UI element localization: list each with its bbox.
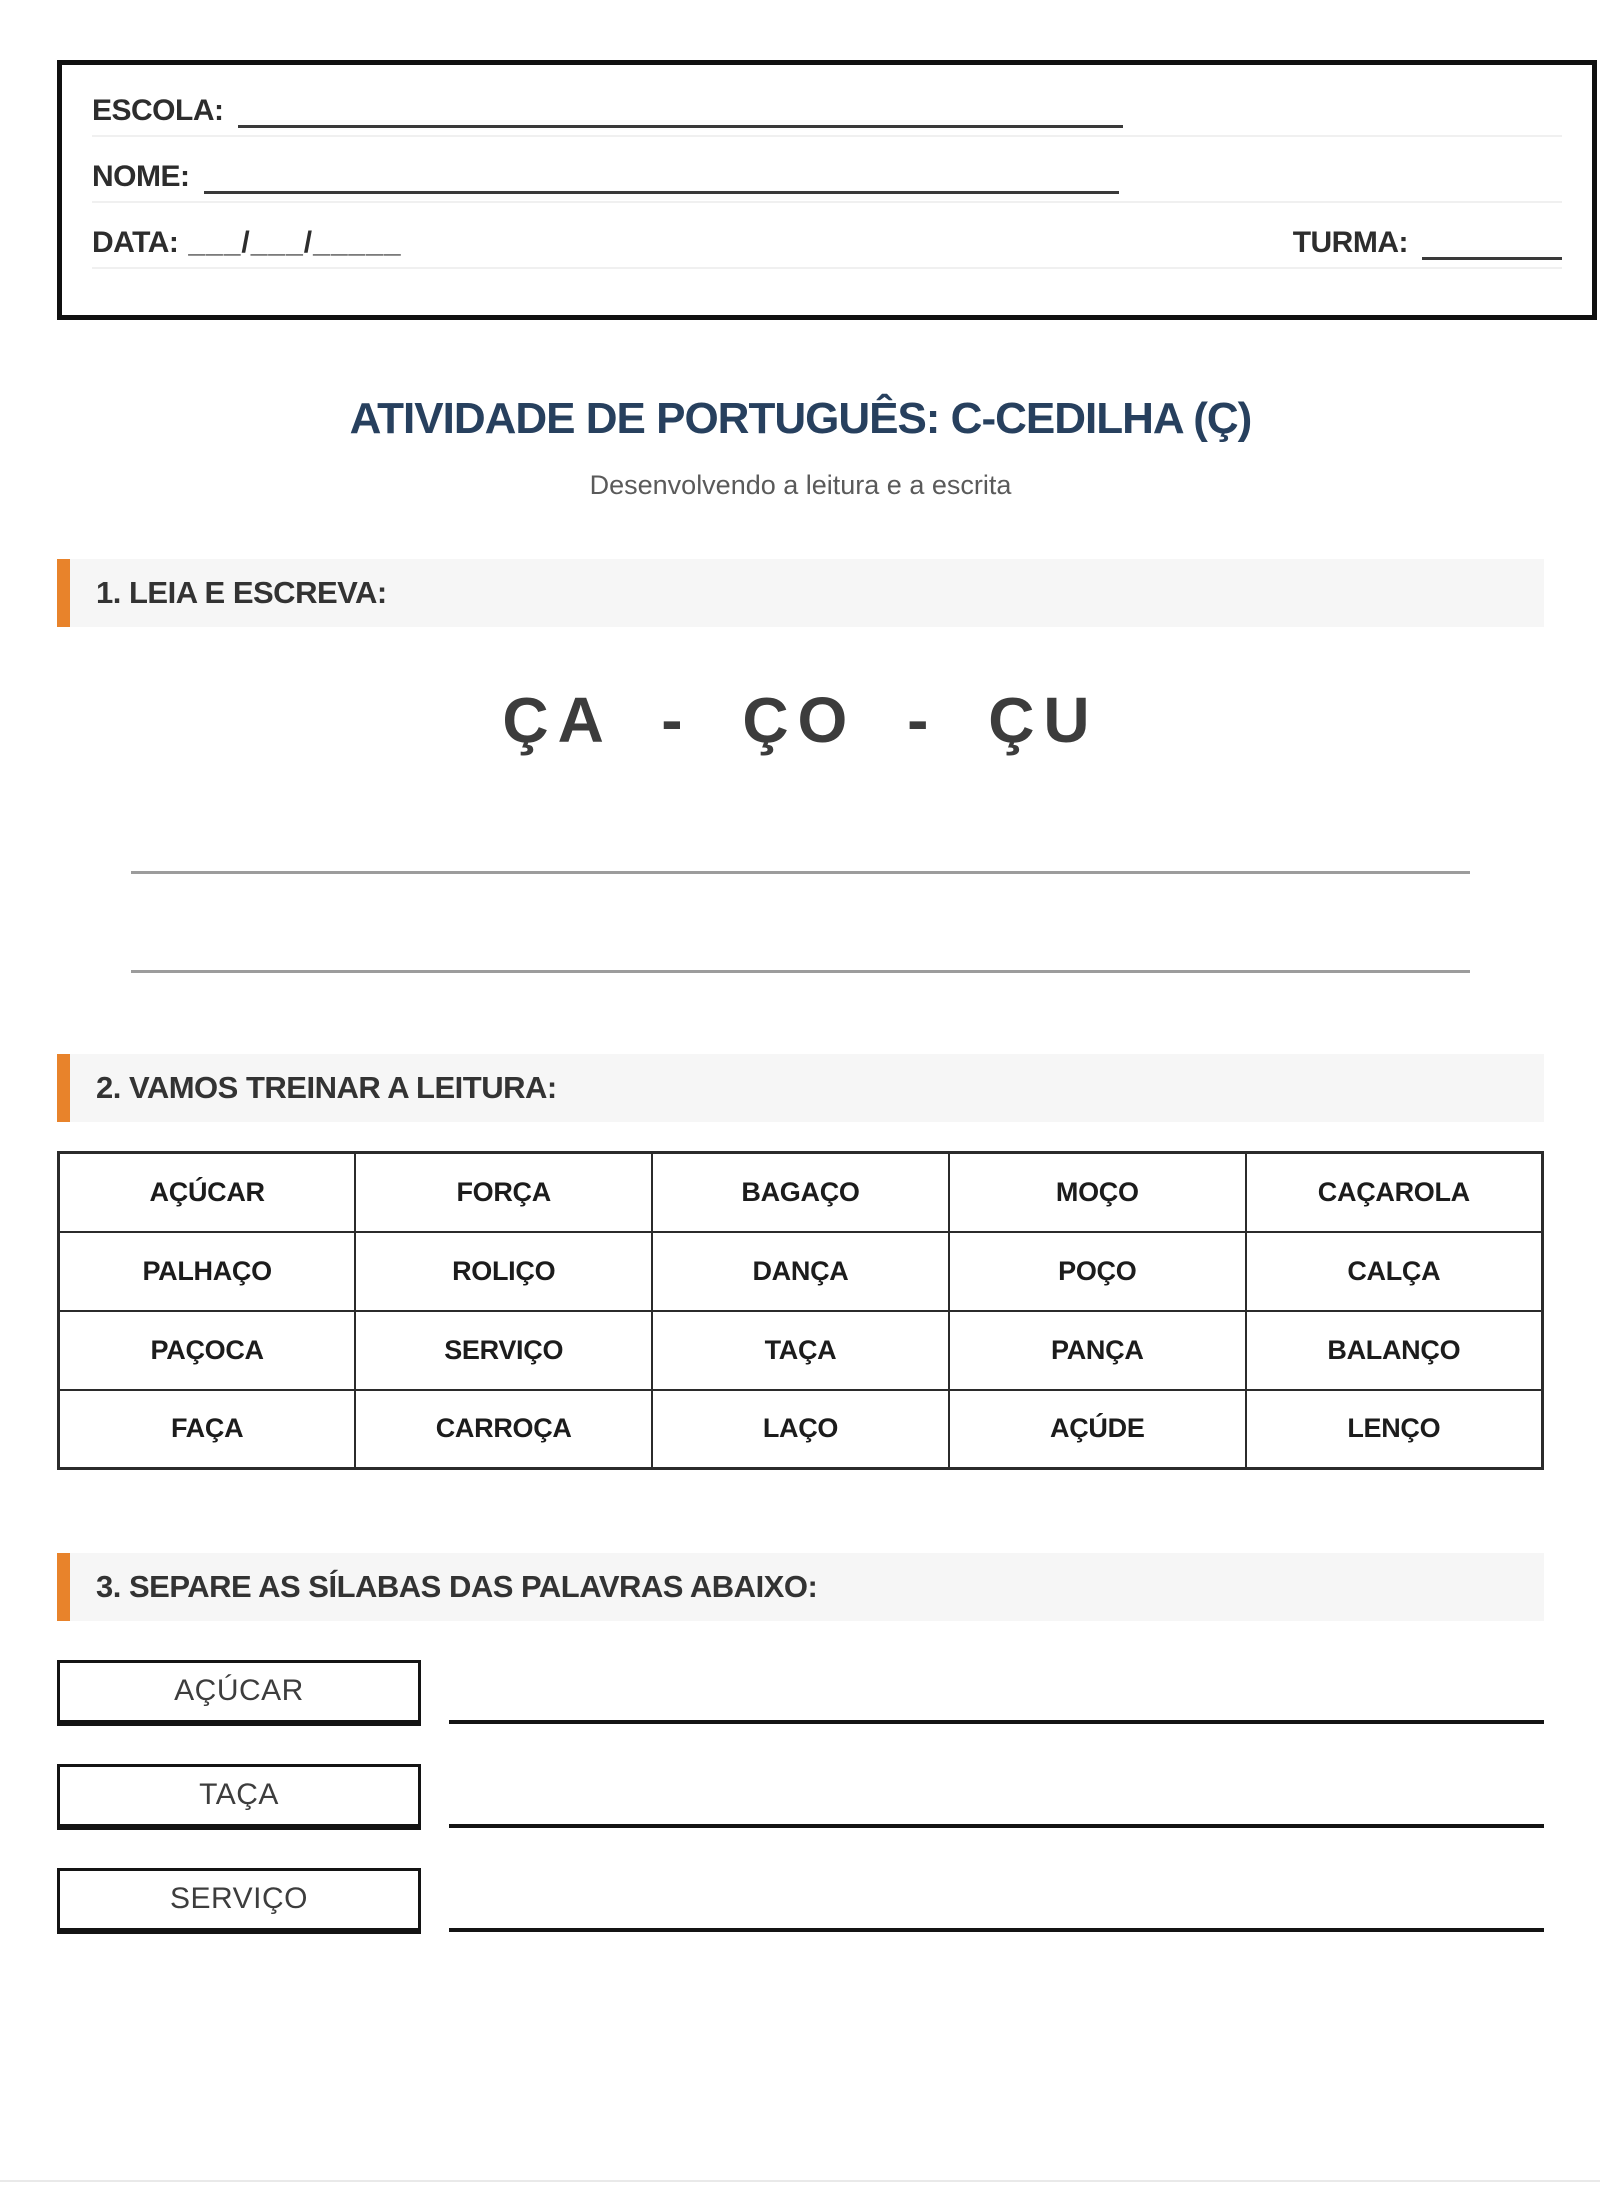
word-cell: FORÇA [355, 1153, 652, 1232]
table-row [59, 1311, 1543, 1390]
date-blank: ___/___/_____ [188, 226, 402, 259]
word-cell: CAÇAROLA [1246, 1153, 1543, 1232]
name-label: NOME: [92, 160, 190, 193]
word-cell: ROLIÇO [355, 1232, 652, 1311]
reading-word-table [57, 1151, 1544, 1470]
word-box: AÇÚCAR [57, 1660, 421, 1726]
word-cell: LAÇO [652, 1390, 949, 1469]
word-cell: SERVIÇO [355, 1311, 652, 1390]
word-cell: FAÇA [59, 1390, 356, 1469]
writing-line-1 [131, 871, 1470, 874]
word-cell: DANÇA [652, 1232, 949, 1311]
date-label: DATA: [92, 226, 179, 259]
word-cell: PAÇOCA [59, 1311, 356, 1390]
table-row [59, 1153, 1543, 1232]
word-cell: AÇÚCAR [59, 1153, 356, 1232]
table-row [59, 1390, 1543, 1469]
word-cell: POÇO [949, 1232, 1246, 1311]
word-box: TAÇA [57, 1764, 421, 1830]
class-field-group [1293, 226, 1562, 260]
syllable-item-row [57, 1660, 1544, 1726]
school-field-row [92, 71, 1562, 137]
section1-heading-bar [57, 559, 1544, 627]
date-field-group [92, 226, 402, 260]
word-box: SERVIÇO [57, 1868, 421, 1934]
date-class-row [92, 203, 1562, 269]
school-answer-line [238, 122, 1123, 128]
word-cell: PALHAÇO [59, 1232, 356, 1311]
section2-heading: 2. VAMOS TREINAR A LEITURA: [96, 1070, 557, 1105]
word-cell: AÇÚDE [949, 1390, 1246, 1469]
section3-heading: 3. SEPARE AS SÍLABAS DAS PALAVRAS ABAIXO: [96, 1569, 818, 1604]
class-answer-line [1422, 254, 1562, 260]
word-cell: BALANÇO [1246, 1311, 1543, 1390]
name-answer-line [204, 188, 1119, 194]
word-cell: CARROÇA [355, 1390, 652, 1469]
section3-heading-bar [57, 1553, 1544, 1621]
student-info-box [57, 60, 1597, 320]
word-cell: TAÇA [652, 1311, 949, 1390]
page-bottom-divider [0, 2180, 1600, 2182]
syllable-answer-line [449, 1764, 1544, 1828]
syllable-answer-line [449, 1660, 1544, 1724]
word-cell: CALÇA [1246, 1232, 1543, 1311]
school-label: ESCOLA: [92, 94, 224, 127]
syllable-item-row [57, 1764, 1544, 1830]
class-label: TURMA: [1292, 226, 1408, 259]
syllables-display: ÇA - ÇO - ÇU [502, 684, 1099, 756]
worksheet-content [57, 394, 1544, 1934]
table-row [59, 1232, 1543, 1311]
writing-line-2 [131, 970, 1470, 973]
name-field-row [92, 137, 1562, 203]
syllable-answer-line [449, 1868, 1544, 1932]
section1-heading: 1. LEIA E ESCREVA: [96, 575, 387, 610]
word-cell: LENÇO [1246, 1390, 1543, 1469]
syllable-item-row [57, 1868, 1544, 1934]
page-subtitle: Desenvolvendo a leitura e a escrita [589, 470, 1012, 500]
section2-heading-bar [57, 1054, 1544, 1122]
word-cell: MOÇO [949, 1153, 1246, 1232]
page-title: ATIVIDADE DE PORTUGUÊS: C-CEDILHA (Ç) [349, 394, 1252, 443]
word-cell: PANÇA [949, 1311, 1246, 1390]
word-cell: BAGAÇO [652, 1153, 949, 1232]
